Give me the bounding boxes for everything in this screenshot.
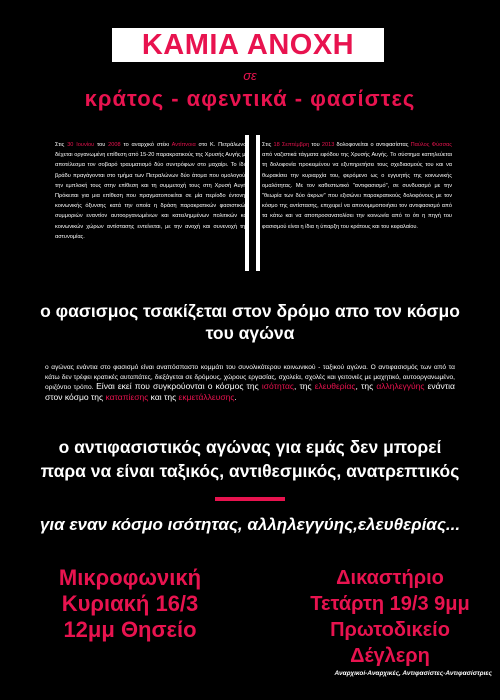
left-column-text: Στις 30 Ιουνίου του 2008 το αναρχικό στέκι Αντίπνοια στο Κ. Πετράλωνα, δέχεται οργανωμένη επίθεση από 15-20 παρακρατικούς της Χρυσής Αυγής με αποτέλεσμα τον σοβαρό τραυματισμό δύο συντρόφων στο μαχαίρι. Το ίδιο βράδυ πραγάγονται στο τμήμα των Πετραλώνων δύο άτομα που ομολογούν την εμπλοκή τους στην επίθεση και τη συμμετοχή τους στη Χρυσή Αυγή. Πρόκειται για μια επίθεση που πραγματοποιείται σε μία περίοδο έντονης κοινωνικής όξυνσης κατά την οποία η δράση παρακρατικών φασιστικών συμμοριών εναντίον αυτοοργανωμένων και κατειλημμένων πολιτικών και κοινωνικών χώρων αντίστασης εντείνεται, με την ανοχή και συνενοχή της αστυνομίας. bbox=[55, 142, 248, 240]
signature-footer: Αναρχικοί-Αναρχικές, Αντιφασίστες-Αντιφασίστριες bbox=[334, 670, 492, 677]
event-microphone bbox=[20, 565, 240, 643]
poster-subtitle: κράτος - αφεντικά - φασίστες bbox=[84, 86, 416, 111]
heading-antifascist-struggle: ο αντιφασιστικός αγώνας για εμάς δεν μπορεί παρα να είναι ταξικός, αντιθεσμικός, ανατρεπτικός bbox=[40, 437, 460, 481]
heading-fascism-street: ο φασισμος τσακίζεται στον δρόμο απο τον κόσμο του αγώνα bbox=[40, 301, 460, 343]
event-right-date: Τετάρτη 19/3 9μμ bbox=[310, 593, 470, 615]
accent-divider bbox=[215, 497, 285, 501]
poster-title: ΚΑΜΙΑ ΑΝΟΧΗ bbox=[141, 29, 355, 61]
body-paragraph: ο αγώνας ενάντια στο φασισμό είναι αναπόσπαστο κομμάτι του συνολικότερου κοινωνικού - ταξικού αγώνα. Ο αντιφασισμός των από τα κάτω δεν τρέφει κρατικές αυταπάτες, διεξάγεται σε δρόμους, χώρους εργασίας, σχολεία, σχολές και γειτονιές με μαχητικό, αυτοοργανωμένο, οριζόντιο τρόπο. Είναι εκεί που συγκρούονται ο κόσμος της ισότητας, της ελευθερίας, της αλληλεγγύης ενάντια στον κόσμο της καταπίεσης και της εκμετάλλευσης. bbox=[45, 364, 455, 402]
event-right-title: Δικαστήριο bbox=[336, 567, 444, 589]
event-left-place: 12μμ Θησείο bbox=[63, 617, 197, 642]
event-right-place: Πρωτοδικείο Δέγλερη bbox=[330, 619, 450, 667]
column-divider-right bbox=[256, 135, 260, 271]
event-left-date: Κυριακή 16/3 bbox=[61, 591, 199, 616]
slogan: για εναν κόσμο ισότητας, αλληλεγγύης,ελευθερίας... bbox=[39, 515, 461, 534]
event-court bbox=[290, 565, 490, 669]
title-connector: σε bbox=[243, 68, 257, 83]
right-column-text: Στις 18 Σεπτέμβρη του 2013 δολοφονείται ο αντιφασίστας Παύλος Φύσσας από ναζιστικά τάγματα εφόδου της Χρυσής Αυγής. Το σύστημα καπηλεύεται τη δολοφονία προκειμένου να εξυπηρετήσει τους σχεδιασμούς του και να θωρακίσει την κυριαρχία του, φερόμενο ως ο εγγυητής της κοινωνικής ομαλότητας. Με τον καθεστωτικό "αντιφασισμό", σε συνδυασμό με την "θεωρία των δύο άκρων" που εξισώνει παρακρατικούς δολοφόνους με τον κόσμο της αντίστασης, επιχειρεί να απονομιμοποιήσει τον αντιφασισμό από τα κάτω και να αποπροσανατολίσει την κοινωνία από το ότι η πηγή του φασισμού είναι η ίδια η ύπαρξη του κράτους και του κεφαλαίου. bbox=[262, 142, 452, 230]
event-left-title: Μικροφωνική bbox=[58, 565, 202, 590]
